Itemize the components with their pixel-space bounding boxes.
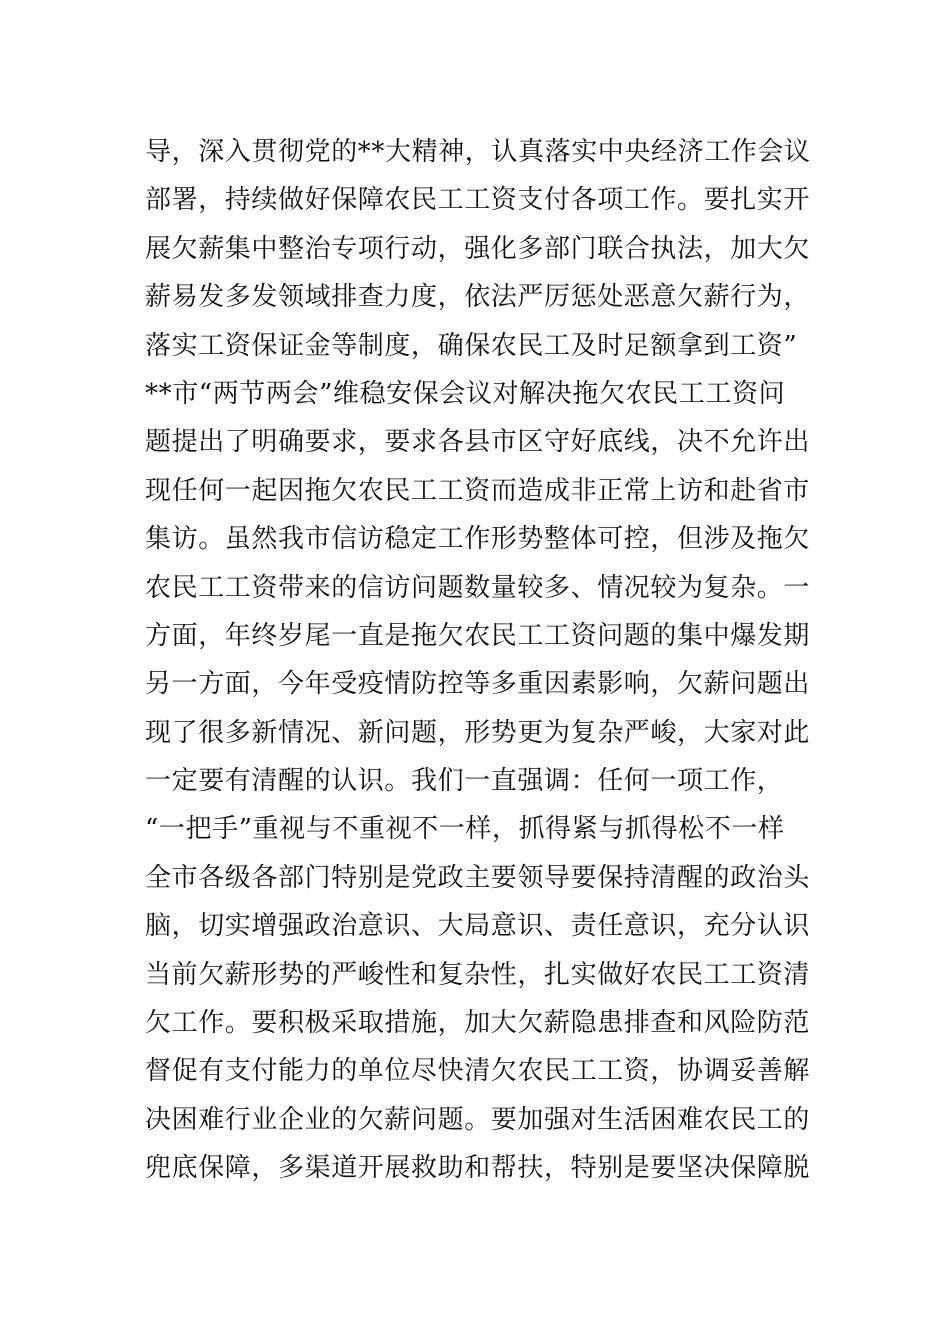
text-line: 部署，持续做好保障农民工工资支付各项工作。要扎实开 xyxy=(145,185,811,216)
text-line: 导，深入贯彻党的**大精神，认真落实中央经济工作会议 xyxy=(145,137,811,167)
text-line: 当前欠薪形势的严峻性和复杂性，扎实做好农民工工资清 xyxy=(145,959,811,990)
text-line: 督促有支付能力的单位尽快清欠农民工工资，协调妥善解 xyxy=(145,1056,811,1087)
text-line: 集访。虽然我市信访稳定工作形势整体可控，但涉及拖欠 xyxy=(145,524,811,555)
text-line: 欠工作。要积极采取措施，加大欠薪隐患排查和风险防范 xyxy=(145,1008,811,1039)
text-line: 全市各级各部门特别是党政主要领导要保持清醒的政治头 xyxy=(145,862,811,893)
text-line: “一把手”重视与不重视不一样，抓得紧与抓得松不一样 xyxy=(145,814,785,845)
text-line: 农民工工资带来的信访问题数量较多、情况较为复杂。一 xyxy=(145,572,811,603)
text-line: 另一方面，今年受疫情防控等多重因素影响，欠薪问题出 xyxy=(145,669,811,700)
text-line: 一定要有清醒的认识。我们一直强调：任何一项工作， xyxy=(145,766,784,797)
text-line: 落实工资保证金等制度，确保农民工及时足额拿到工资” xyxy=(145,330,798,361)
text-line: 方面，年终岁尾一直是拖欠农民工工资问题的集中爆发期 xyxy=(145,620,811,651)
text-line: 题提出了明确要求，要求各县市区守好底线，决不允许出 xyxy=(145,427,811,458)
body-text xyxy=(145,128,825,1193)
text-line: 脑，切实增强政治意识、大局意识、责任意识，充分认识 xyxy=(145,911,811,942)
text-line: 现任何一起因拖欠农民工工资而造成非正常上访和赴省市 xyxy=(145,475,811,506)
text-line: 决困难行业企业的欠薪问题。要加强对生活困难农民工的 xyxy=(145,1104,811,1135)
text-line: 兜底保障，多渠道开展救助和帮扶，特别是要坚决保障脱 xyxy=(145,1153,811,1184)
text-line: 薪易发多发领域排查力度，依法严厉惩处恶意欠薪行为， xyxy=(145,282,811,313)
text-line: 展欠薪集中整治专项行动，强化多部门联合执法，加大欠 xyxy=(145,233,811,264)
text-line: **市“两节两会”维稳安保会议对解决拖欠农民工工资问 xyxy=(145,378,786,409)
text-line: 现了很多新情况、新问题，形势更为复杂严峻，大家对此 xyxy=(145,717,811,748)
